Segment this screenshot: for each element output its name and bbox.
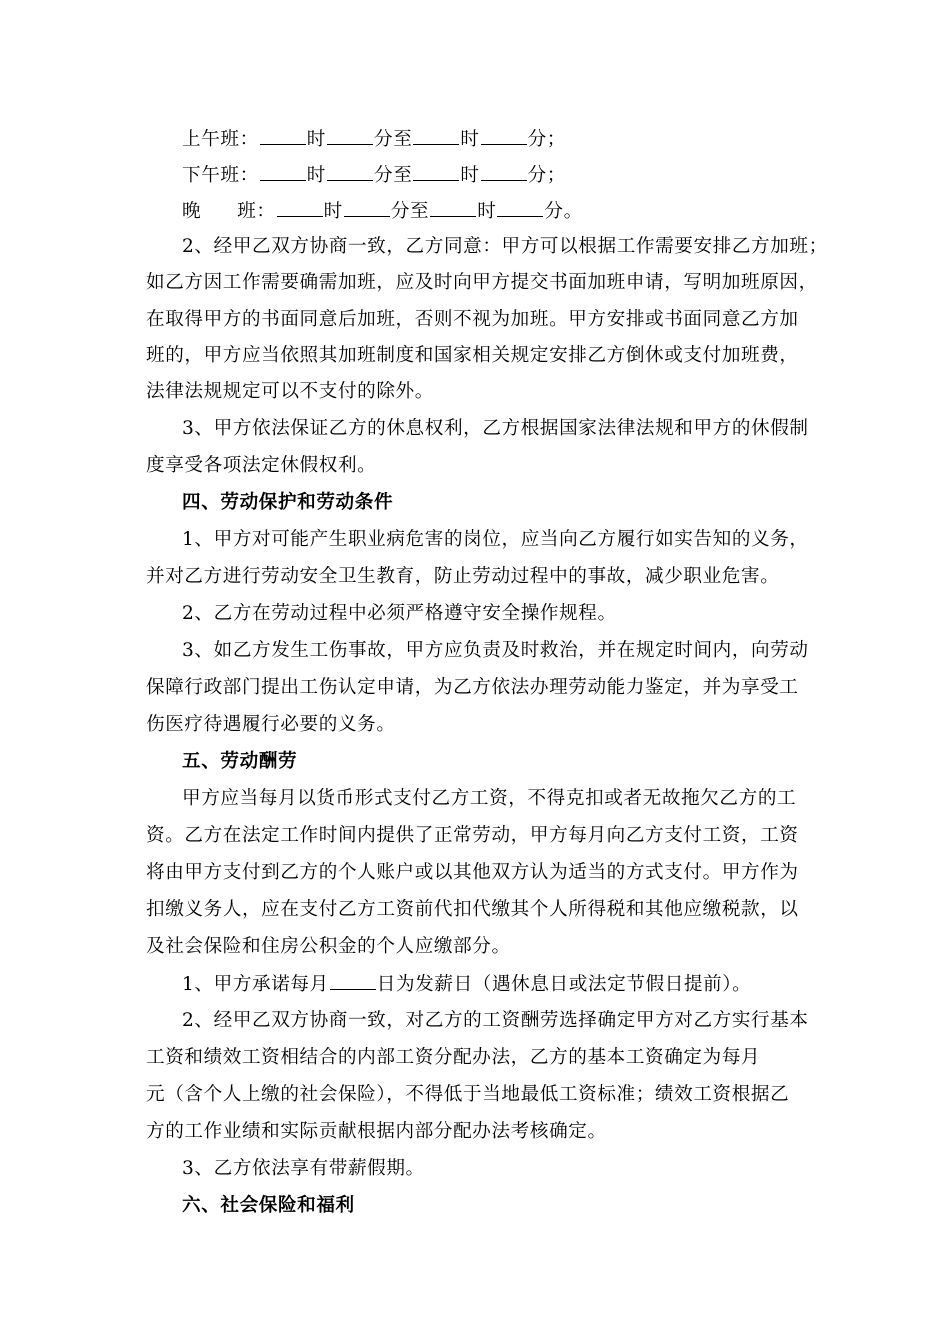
paragraph-line: 如乙方因工作需要确需加班，应及时向甲方提交书面加班申请，写明加班原因，: [146, 272, 818, 293]
blank-field: [481, 128, 527, 145]
to-text: 分至: [390, 201, 430, 222]
paragraph-line: 3、如乙方发生工伤事故，甲方应负责及时救治，并在规定时间内，向劳动: [182, 640, 809, 661]
section-heading: 六、社会保险和福利: [182, 1195, 355, 1216]
to-text: 分至: [374, 165, 413, 186]
paragraph-line: 3、甲方依法保证乙方的休息权利，乙方根据国家法律法规和甲方的休假制: [182, 418, 809, 439]
blank-field: [344, 200, 390, 217]
blank-field: [497, 200, 543, 217]
hour-unit: 时: [323, 201, 343, 222]
paragraph-line: 2、经甲乙双方协商一致，乙方同意：甲方可以根据工作需要安排乙方加班；: [182, 236, 828, 257]
hour-unit: 时: [477, 201, 497, 222]
hour-unit: 时: [306, 165, 326, 186]
paragraph-line: 1、甲方对可能产生职业病危害的岗位，应当向乙方履行如实告知的义务，: [182, 529, 809, 550]
paragraph-line: 资。乙方在法定工作时间内提供了正常劳动，甲方每月向乙方支付工资，工资: [146, 825, 799, 846]
paragraph-line: 2、经甲乙双方协商一致，对乙方的工资酬劳选择确定甲方对乙方实行基本: [182, 1010, 809, 1031]
paragraph-line: 并对乙方进行劳动安全卫生教育，防止劳动过程中的事故，减少职业危害。: [146, 566, 780, 587]
paragraph-line: 伤医疗待遇履行必要的义务。: [146, 714, 396, 735]
paragraph-line: 2、乙方在劳动过程中必须严格遵守安全操作规程。: [182, 603, 617, 624]
paragraph-line: 保障行政部门提出工伤认定申请，为乙方依法办理劳动能力鉴定，并为享受工: [146, 677, 799, 698]
blank-field: [413, 128, 459, 145]
to-text: 分至: [374, 129, 413, 150]
hour-unit: 时: [460, 129, 480, 150]
minute-end: 分。: [544, 201, 583, 222]
blank-field: [327, 128, 373, 145]
paragraph-line: 方的工作业绩和实际贡献根据内部分配办法考核确定。: [146, 1121, 607, 1142]
payday-line: [182, 973, 862, 996]
payday-text: 1、甲方承诺每月: [182, 974, 329, 995]
blank-field: [430, 200, 476, 217]
schedule-label: 上午班: [182, 129, 240, 150]
blank-field: [413, 164, 459, 181]
schedule-label-a: 晚: [182, 201, 202, 222]
blank-field: [330, 973, 376, 990]
paragraph-line: 3、乙方依法享有带薪假期。: [182, 1158, 425, 1179]
blank-field: [277, 200, 323, 217]
paragraph-line: 法律法规规定可以不支付的除外。: [146, 381, 434, 402]
sep: ：: [256, 201, 276, 222]
minute-end: 分；: [527, 165, 566, 186]
paragraph-line: 元（含个人上缴的社会保险），不得低于当地最低工资标准；绩效工资根据乙: [146, 1084, 790, 1105]
section-heading: 五、劳动酬劳: [182, 751, 298, 772]
minute-end: 分；: [527, 129, 566, 150]
paragraph-line: 甲方应当每月以货币形式支付乙方工资，不得克扣或者无故拖欠乙方的工: [182, 788, 797, 809]
hour-unit: 时: [460, 165, 480, 186]
section-heading: 四、劳动保护和劳动条件: [182, 492, 394, 513]
blank-field: [260, 164, 306, 181]
schedule-row-morning: [182, 128, 862, 151]
hour-unit: 时: [306, 129, 326, 150]
sep: ：: [239, 129, 259, 150]
paragraph-line: 在取得甲方的书面同意后加班，否则不视为加班。甲方安排或书面同意乙方加: [146, 309, 799, 330]
paragraph-line: 将由甲方支付到乙方的个人账户或以其他双方认为适当的方式支付。甲方作为: [146, 862, 799, 883]
paragraph-line: 工资和绩效工资相结合的内部工资分配办法，乙方的基本工资确定为每月: [146, 1047, 761, 1068]
blank-field: [327, 164, 373, 181]
paragraph-line: 扣缴义务人，应在支付乙方工资前代扣代缴其个人所得税和其他应缴税款，以: [146, 899, 799, 920]
paragraph-line: 班的，甲方应当依照其加班制度和国家相关规定安排乙方倒休或支付加班费，: [146, 345, 799, 366]
schedule-row-evening: [182, 200, 862, 223]
sep: ：: [239, 165, 259, 186]
blank-field: [260, 128, 306, 145]
paragraph-line: 度享受各项法定休假权利。: [146, 455, 377, 476]
schedule-row-afternoon: [182, 164, 862, 187]
paragraph-line: 及社会保险和住房公积金的个人应缴部分。: [146, 936, 511, 957]
blank-field: [481, 164, 527, 181]
payday-text: 日为发薪日（遇休息日或法定节假日提前）。: [376, 974, 752, 995]
schedule-label: 下午班: [182, 165, 240, 186]
schedule-label-b: 班: [237, 201, 257, 222]
